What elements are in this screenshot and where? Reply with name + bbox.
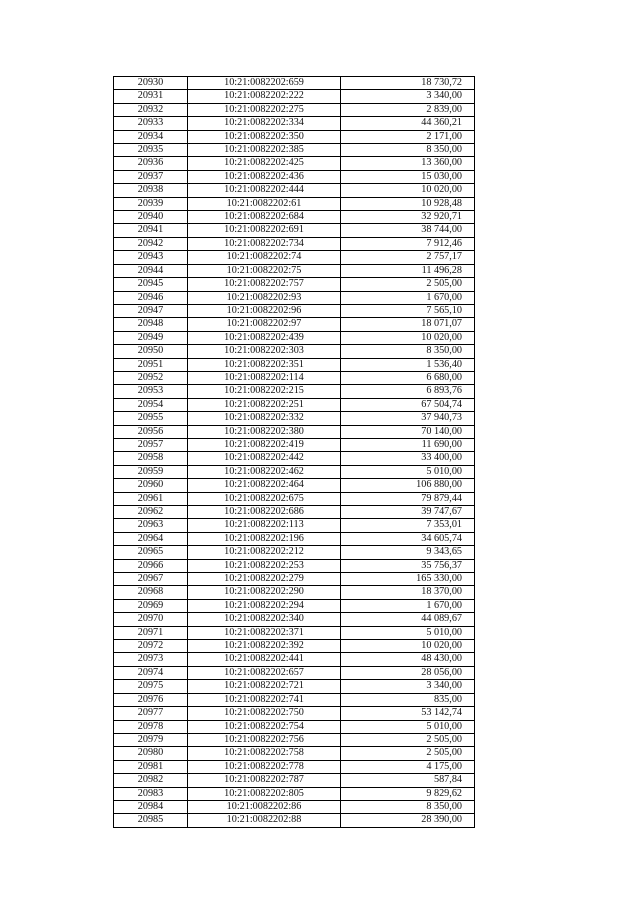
cadastral-number-cell: 10:21:0082202:462 <box>188 465 341 478</box>
table-row <box>114 733 475 746</box>
table-row <box>114 224 475 237</box>
cadastral-number-cell: 10:21:0082202:657 <box>188 666 341 679</box>
row-number-cell: 20930 <box>114 77 188 90</box>
cadastral-number-cell: 10:21:0082202:75 <box>188 264 341 277</box>
cadastral-number-cell: 10:21:0082202:251 <box>188 398 341 411</box>
row-number-cell: 20954 <box>114 398 188 411</box>
table-row <box>114 304 475 317</box>
table-row <box>114 479 475 492</box>
table-row <box>114 412 475 425</box>
table-row <box>114 318 475 331</box>
row-number-cell: 20952 <box>114 371 188 384</box>
amount-cell: 2 505,00 <box>341 278 475 291</box>
cadastral-number-cell: 10:21:0082202:303 <box>188 345 341 358</box>
row-number-cell: 20972 <box>114 640 188 653</box>
cadastral-number-cell: 10:21:0082202:97 <box>188 318 341 331</box>
table-row <box>114 599 475 612</box>
row-number-cell: 20981 <box>114 760 188 773</box>
cadastral-number-cell: 10:21:0082202:805 <box>188 787 341 800</box>
row-number-cell: 20962 <box>114 506 188 519</box>
amount-cell: 44 360,21 <box>341 117 475 130</box>
table-row <box>114 760 475 773</box>
cadastral-number-cell: 10:21:0082202:351 <box>188 358 341 371</box>
amount-cell: 39 747,67 <box>341 506 475 519</box>
row-number-cell: 20950 <box>114 345 188 358</box>
row-number-cell: 20975 <box>114 680 188 693</box>
cadastral-number-cell: 10:21:0082202:392 <box>188 640 341 653</box>
cadastral-number-cell: 10:21:0082202:212 <box>188 546 341 559</box>
amount-cell: 2 505,00 <box>341 733 475 746</box>
amount-cell: 33 400,00 <box>341 452 475 465</box>
cadastral-number-cell: 10:21:0082202:659 <box>188 77 341 90</box>
amount-cell: 37 940,73 <box>341 412 475 425</box>
cadastral-number-cell: 10:21:0082202:675 <box>188 492 341 505</box>
row-number-cell: 20982 <box>114 774 188 787</box>
cadastral-number-cell: 10:21:0082202:757 <box>188 278 341 291</box>
amount-cell: 4 175,00 <box>341 760 475 773</box>
table-row <box>114 371 475 384</box>
row-number-cell: 20961 <box>114 492 188 505</box>
amount-cell: 9 829,62 <box>341 787 475 800</box>
table-row <box>114 613 475 626</box>
table-row <box>114 546 475 559</box>
cadastral-number-cell: 10:21:0082202:439 <box>188 331 341 344</box>
cadastral-number-cell: 10:21:0082202:290 <box>188 586 341 599</box>
table-row <box>114 90 475 103</box>
cadastral-number-cell: 10:21:0082202:778 <box>188 760 341 773</box>
table-row <box>114 693 475 706</box>
table-row <box>114 640 475 653</box>
row-number-cell: 20935 <box>114 144 188 157</box>
cadastral-number-cell: 10:21:0082202:113 <box>188 519 341 532</box>
row-number-cell: 20942 <box>114 237 188 250</box>
row-number-cell: 20971 <box>114 626 188 639</box>
table-row <box>114 800 475 813</box>
table-row <box>114 438 475 451</box>
ledger-table <box>113 76 475 828</box>
table-row <box>114 465 475 478</box>
cadastral-number-cell: 10:21:0082202:350 <box>188 130 341 143</box>
amount-cell: 35 756,37 <box>341 559 475 572</box>
amount-cell: 10 020,00 <box>341 184 475 197</box>
cadastral-number-cell: 10:21:0082202:114 <box>188 371 341 384</box>
amount-cell: 106 880,00 <box>341 479 475 492</box>
table-row <box>114 144 475 157</box>
cadastral-number-cell: 10:21:0082202:441 <box>188 653 341 666</box>
cadastral-number-cell: 10:21:0082202:686 <box>188 506 341 519</box>
row-number-cell: 20932 <box>114 103 188 116</box>
row-number-cell: 20957 <box>114 438 188 451</box>
amount-cell: 9 343,65 <box>341 546 475 559</box>
row-number-cell: 20948 <box>114 318 188 331</box>
cadastral-number-cell: 10:21:0082202:74 <box>188 251 341 264</box>
table-row <box>114 331 475 344</box>
row-number-cell: 20963 <box>114 519 188 532</box>
table-row <box>114 278 475 291</box>
row-number-cell: 20968 <box>114 586 188 599</box>
table-row <box>114 170 475 183</box>
table-row <box>114 184 475 197</box>
amount-cell: 8 350,00 <box>341 345 475 358</box>
row-number-cell: 20936 <box>114 157 188 170</box>
table-row <box>114 774 475 787</box>
cadastral-number-cell: 10:21:0082202:340 <box>188 613 341 626</box>
row-number-cell: 20966 <box>114 559 188 572</box>
amount-cell: 7 353,01 <box>341 519 475 532</box>
cadastral-number-cell: 10:21:0082202:419 <box>188 438 341 451</box>
amount-cell: 15 030,00 <box>341 170 475 183</box>
cadastral-number-cell: 10:21:0082202:442 <box>188 452 341 465</box>
cadastral-number-cell: 10:21:0082202:253 <box>188 559 341 572</box>
amount-cell: 6 893,76 <box>341 385 475 398</box>
ledger-table-body <box>114 77 475 828</box>
amount-cell: 2 839,00 <box>341 103 475 116</box>
amount-cell: 18 730,72 <box>341 77 475 90</box>
cadastral-number-cell: 10:21:0082202:215 <box>188 385 341 398</box>
table-row <box>114 358 475 371</box>
cadastral-number-cell: 10:21:0082202:444 <box>188 184 341 197</box>
amount-cell: 67 504,74 <box>341 398 475 411</box>
table-row <box>114 814 475 827</box>
amount-cell: 10 020,00 <box>341 331 475 344</box>
cadastral-number-cell: 10:21:0082202:275 <box>188 103 341 116</box>
amount-cell: 2 757,17 <box>341 251 475 264</box>
table-row <box>114 291 475 304</box>
cadastral-number-cell: 10:21:0082202:425 <box>188 157 341 170</box>
row-number-cell: 20984 <box>114 800 188 813</box>
cadastral-number-cell: 10:21:0082202:96 <box>188 304 341 317</box>
table-row <box>114 197 475 210</box>
row-number-cell: 20973 <box>114 653 188 666</box>
table-row <box>114 117 475 130</box>
row-number-cell: 20946 <box>114 291 188 304</box>
table-row <box>114 532 475 545</box>
row-number-cell: 20965 <box>114 546 188 559</box>
amount-cell: 6 680,00 <box>341 371 475 384</box>
amount-cell: 5 010,00 <box>341 465 475 478</box>
cadastral-number-cell: 10:21:0082202:436 <box>188 170 341 183</box>
table-row <box>114 345 475 358</box>
cadastral-number-cell: 10:21:0082202:93 <box>188 291 341 304</box>
table-row <box>114 77 475 90</box>
row-number-cell: 20933 <box>114 117 188 130</box>
table-row <box>114 157 475 170</box>
cadastral-number-cell: 10:21:0082202:334 <box>188 117 341 130</box>
table-row <box>114 452 475 465</box>
table-row <box>114 506 475 519</box>
amount-cell: 10 020,00 <box>341 640 475 653</box>
table-row <box>114 492 475 505</box>
row-number-cell: 20970 <box>114 613 188 626</box>
cadastral-number-cell: 10:21:0082202:750 <box>188 707 341 720</box>
amount-cell: 2 171,00 <box>341 130 475 143</box>
amount-cell: 44 089,67 <box>341 613 475 626</box>
cadastral-number-cell: 10:21:0082202:734 <box>188 237 341 250</box>
row-number-cell: 20947 <box>114 304 188 317</box>
table-row <box>114 573 475 586</box>
row-number-cell: 20960 <box>114 479 188 492</box>
amount-cell: 28 056,00 <box>341 666 475 679</box>
row-number-cell: 20983 <box>114 787 188 800</box>
row-number-cell: 20953 <box>114 385 188 398</box>
amount-cell: 79 879,44 <box>341 492 475 505</box>
row-number-cell: 20931 <box>114 90 188 103</box>
table-row <box>114 626 475 639</box>
row-number-cell: 20977 <box>114 707 188 720</box>
table-row <box>114 385 475 398</box>
amount-cell: 1 536,40 <box>341 358 475 371</box>
table-row <box>114 720 475 733</box>
row-number-cell: 20959 <box>114 465 188 478</box>
row-number-cell: 20979 <box>114 733 188 746</box>
table-row <box>114 680 475 693</box>
table-row <box>114 237 475 250</box>
cadastral-number-cell: 10:21:0082202:464 <box>188 479 341 492</box>
amount-cell: 7 565,10 <box>341 304 475 317</box>
table-row <box>114 264 475 277</box>
table-row <box>114 103 475 116</box>
row-number-cell: 20964 <box>114 532 188 545</box>
table-row <box>114 211 475 224</box>
row-number-cell: 20967 <box>114 573 188 586</box>
amount-cell: 34 605,74 <box>341 532 475 545</box>
table-row <box>114 666 475 679</box>
table-row <box>114 653 475 666</box>
amount-cell: 3 340,00 <box>341 90 475 103</box>
cadastral-number-cell: 10:21:0082202:756 <box>188 733 341 746</box>
cadastral-number-cell: 10:21:0082202:691 <box>188 224 341 237</box>
cadastral-number-cell: 10:21:0082202:279 <box>188 573 341 586</box>
cadastral-number-cell: 10:21:0082202:758 <box>188 747 341 760</box>
amount-cell: 3 340,00 <box>341 680 475 693</box>
cadastral-number-cell: 10:21:0082202:222 <box>188 90 341 103</box>
row-number-cell: 20969 <box>114 599 188 612</box>
amount-cell: 38 744,00 <box>341 224 475 237</box>
cadastral-number-cell: 10:21:0082202:684 <box>188 211 341 224</box>
row-number-cell: 20941 <box>114 224 188 237</box>
row-number-cell: 20985 <box>114 814 188 827</box>
row-number-cell: 20956 <box>114 425 188 438</box>
row-number-cell: 20976 <box>114 693 188 706</box>
table-row <box>114 559 475 572</box>
amount-cell: 48 430,00 <box>341 653 475 666</box>
cadastral-number-cell: 10:21:0082202:721 <box>188 680 341 693</box>
row-number-cell: 20937 <box>114 170 188 183</box>
table-row <box>114 130 475 143</box>
row-number-cell: 20940 <box>114 211 188 224</box>
amount-cell: 11 690,00 <box>341 438 475 451</box>
cadastral-number-cell: 10:21:0082202:332 <box>188 412 341 425</box>
amount-cell: 10 928,48 <box>341 197 475 210</box>
row-number-cell: 20978 <box>114 720 188 733</box>
amount-cell: 5 010,00 <box>341 720 475 733</box>
amount-cell: 8 350,00 <box>341 800 475 813</box>
row-number-cell: 20955 <box>114 412 188 425</box>
row-number-cell: 20944 <box>114 264 188 277</box>
amount-cell: 53 142,74 <box>341 707 475 720</box>
amount-cell: 1 670,00 <box>341 599 475 612</box>
amount-cell: 1 670,00 <box>341 291 475 304</box>
row-number-cell: 20945 <box>114 278 188 291</box>
amount-cell: 587,84 <box>341 774 475 787</box>
row-number-cell: 20949 <box>114 331 188 344</box>
row-number-cell: 20938 <box>114 184 188 197</box>
amount-cell: 165 330,00 <box>341 573 475 586</box>
table-row <box>114 747 475 760</box>
row-number-cell: 20943 <box>114 251 188 264</box>
table-row <box>114 251 475 264</box>
row-number-cell: 20934 <box>114 130 188 143</box>
cadastral-number-cell: 10:21:0082202:754 <box>188 720 341 733</box>
cadastral-number-cell: 10:21:0082202:88 <box>188 814 341 827</box>
row-number-cell: 20958 <box>114 452 188 465</box>
amount-cell: 18 370,00 <box>341 586 475 599</box>
cadastral-number-cell: 10:21:0082202:371 <box>188 626 341 639</box>
cadastral-number-cell: 10:21:0082202:787 <box>188 774 341 787</box>
row-number-cell: 20980 <box>114 747 188 760</box>
row-number-cell: 20939 <box>114 197 188 210</box>
cadastral-number-cell: 10:21:0082202:385 <box>188 144 341 157</box>
amount-cell: 32 920,71 <box>341 211 475 224</box>
cadastral-number-cell: 10:21:0082202:380 <box>188 425 341 438</box>
amount-cell: 28 390,00 <box>341 814 475 827</box>
amount-cell: 8 350,00 <box>341 144 475 157</box>
row-number-cell: 20951 <box>114 358 188 371</box>
table-row <box>114 425 475 438</box>
table-row <box>114 586 475 599</box>
cadastral-number-cell: 10:21:0082202:86 <box>188 800 341 813</box>
table-row <box>114 707 475 720</box>
amount-cell: 2 505,00 <box>341 747 475 760</box>
amount-cell: 835,00 <box>341 693 475 706</box>
table-row <box>114 787 475 800</box>
row-number-cell: 20974 <box>114 666 188 679</box>
amount-cell: 70 140,00 <box>341 425 475 438</box>
cadastral-number-cell: 10:21:0082202:61 <box>188 197 341 210</box>
cadastral-number-cell: 10:21:0082202:196 <box>188 532 341 545</box>
amount-cell: 7 912,46 <box>341 237 475 250</box>
table-row <box>114 398 475 411</box>
amount-cell: 5 010,00 <box>341 626 475 639</box>
cadastral-number-cell: 10:21:0082202:741 <box>188 693 341 706</box>
amount-cell: 18 071,07 <box>341 318 475 331</box>
amount-cell: 11 496,28 <box>341 264 475 277</box>
cadastral-number-cell: 10:21:0082202:294 <box>188 599 341 612</box>
table-row <box>114 519 475 532</box>
amount-cell: 13 360,00 <box>341 157 475 170</box>
